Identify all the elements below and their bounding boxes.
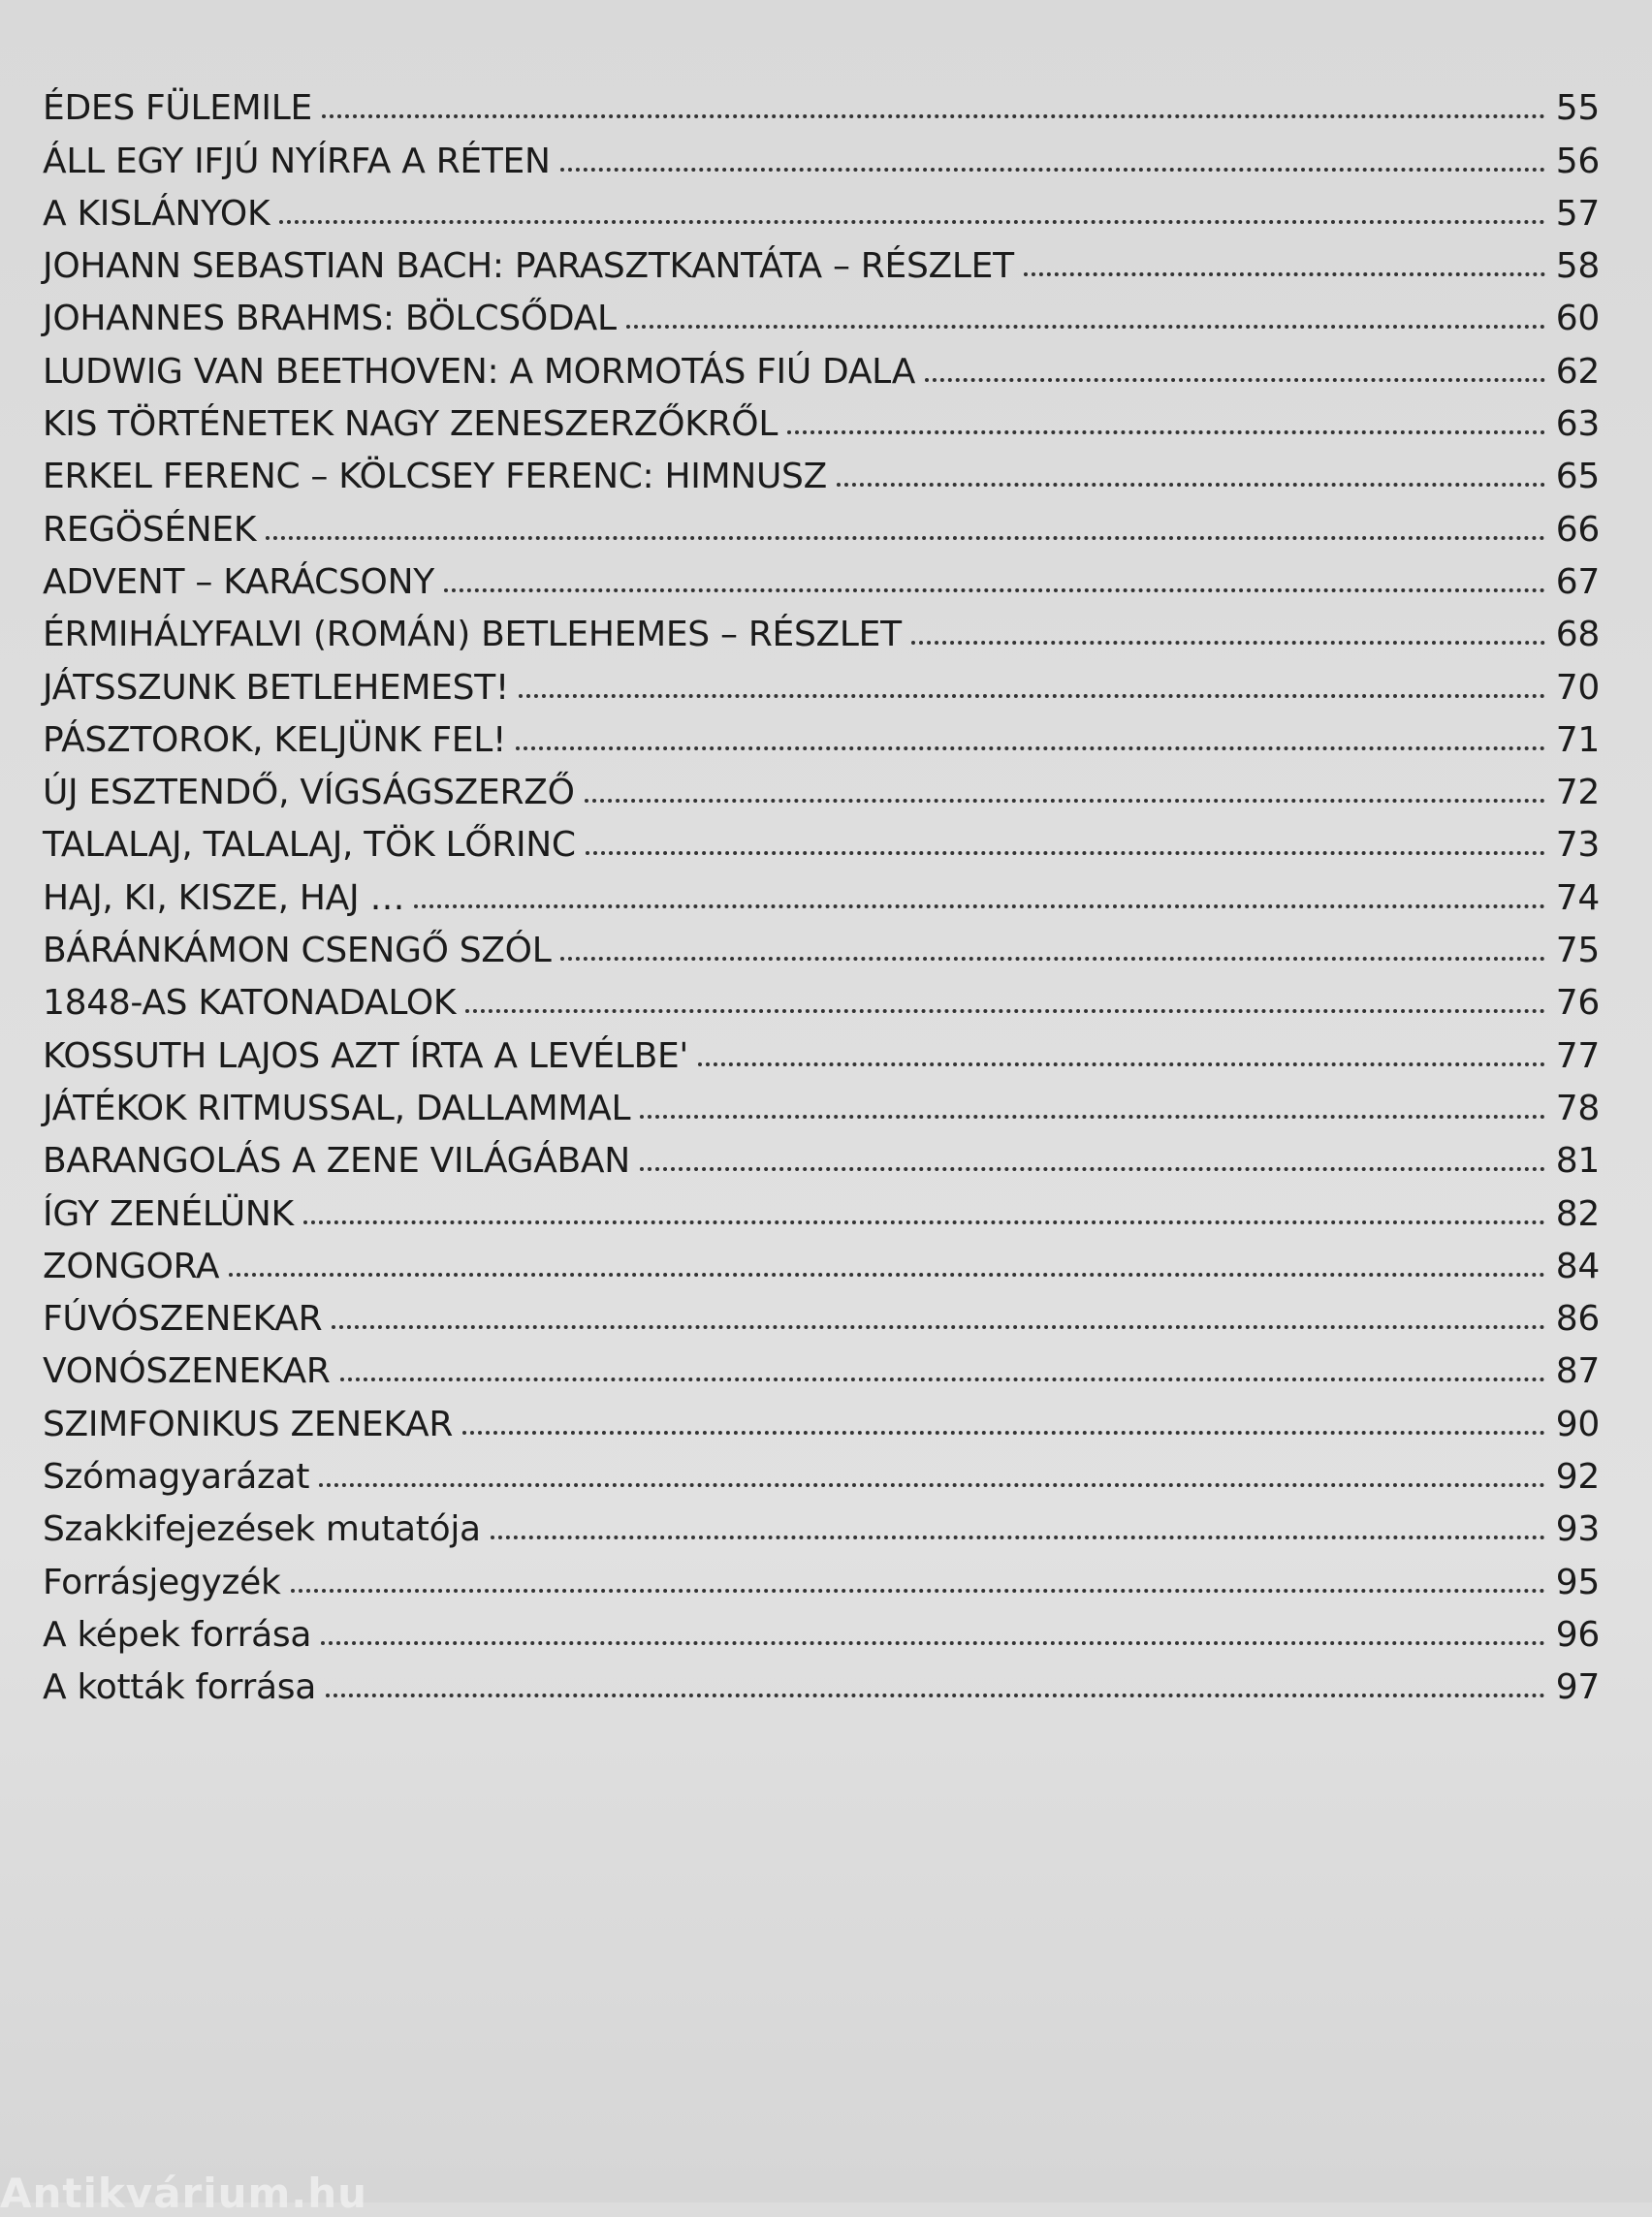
dot-leader xyxy=(560,168,1545,172)
dot-leader xyxy=(640,1167,1545,1171)
toc-entry-title: ÉDES FÜLEMILE xyxy=(43,88,312,129)
dot-leader xyxy=(911,641,1545,645)
toc-entry-page-number: 78 xyxy=(1555,1088,1600,1128)
toc-entry-title: Szómagyarázat xyxy=(43,1457,310,1498)
toc-entry-page-number: 70 xyxy=(1555,667,1600,708)
dot-leader xyxy=(519,694,1545,698)
toc-entry-page-number: 82 xyxy=(1555,1193,1600,1234)
toc-entry xyxy=(43,602,1600,654)
dot-leader xyxy=(444,588,1545,592)
toc-entry-page-number: 72 xyxy=(1555,773,1600,813)
dot-leader xyxy=(698,1062,1545,1066)
toc-entry-page-number: 55 xyxy=(1555,88,1600,129)
toc-entry xyxy=(43,1128,1600,1181)
toc-entry-page-number: 57 xyxy=(1555,193,1600,234)
toc-entry-title: BÁRÁNKÁMON CSENGŐ SZÓL xyxy=(43,931,552,971)
toc-entry xyxy=(43,1391,1600,1443)
toc-entry xyxy=(43,234,1600,286)
toc-entry-title: JÁTÉKOK RITMUSSAL, DALLAMMAL xyxy=(43,1088,631,1128)
toc-entry xyxy=(43,76,1600,128)
toc-entry xyxy=(43,1076,1600,1128)
toc-entry-page-number: 60 xyxy=(1555,299,1600,339)
toc-entry-title: ÉRMIHÁLYFALVI (ROMÁN) BETLEHEMES – RÉSZLET xyxy=(43,615,902,655)
toc-entry-title: ÁLL EGY IFJÚ NYÍRFA A RÉTEN xyxy=(43,141,551,181)
dot-leader xyxy=(340,1378,1545,1381)
toc-entry xyxy=(43,128,1600,180)
toc-entry xyxy=(43,654,1600,707)
dot-leader xyxy=(640,1115,1545,1119)
toc-entry xyxy=(43,338,1600,391)
toc-entry xyxy=(43,1181,1600,1233)
toc-entry-title: REGÖSÉNEK xyxy=(43,509,257,550)
dot-leader xyxy=(465,1009,1545,1013)
toc-entry-page-number: 95 xyxy=(1555,1562,1600,1602)
toc-entry xyxy=(43,1602,1600,1655)
dot-leader xyxy=(229,1273,1545,1277)
dot-leader xyxy=(1024,272,1545,276)
toc-entry-title: BARANGOLÁS A ZENE VILÁGÁBAN xyxy=(43,1141,630,1182)
dot-leader xyxy=(266,536,1545,540)
toc-entry-page-number: 65 xyxy=(1555,457,1600,497)
toc-entry-page-number: 81 xyxy=(1555,1141,1600,1182)
toc-entry-title: KIS TÖRTÉNETEK NAGY ZENESZERZŐKRŐL xyxy=(43,404,778,445)
toc-entry xyxy=(43,392,1600,444)
toc-entry-title: A képek forrása xyxy=(43,1614,312,1655)
toc-entry-page-number: 74 xyxy=(1555,877,1600,918)
toc-entry-page-number: 73 xyxy=(1555,825,1600,866)
toc-entry xyxy=(43,970,1600,1023)
toc-entry xyxy=(43,1549,1600,1601)
toc-entry-page-number: 77 xyxy=(1555,1035,1600,1076)
dot-leader xyxy=(787,430,1545,434)
dot-leader xyxy=(925,378,1545,382)
toc-entry-title: HAJ, KI, KISZE, HAJ … xyxy=(43,877,405,918)
toc-entry xyxy=(43,1286,1600,1339)
toc-entry xyxy=(43,812,1600,865)
toc-entry-title: LUDWIG VAN BEETHOVEN: A MORMOTÁS FIÚ DALA xyxy=(43,351,916,392)
dot-leader xyxy=(303,1220,1545,1224)
toc-entry-title: ADVENT – KARÁCSONY xyxy=(43,561,434,602)
dot-leader xyxy=(585,799,1545,803)
dot-leader xyxy=(332,1325,1545,1329)
toc-entry-page-number: 66 xyxy=(1555,509,1600,550)
dot-leader xyxy=(321,1641,1545,1645)
toc-entry-page-number: 76 xyxy=(1555,983,1600,1024)
toc-entry-page-number: 56 xyxy=(1555,141,1600,181)
toc-entry xyxy=(43,1023,1600,1075)
toc-entry-title: A KISLÁNYOK xyxy=(43,193,270,234)
toc-entry-page-number: 71 xyxy=(1555,719,1600,760)
toc-entry-page-number: 92 xyxy=(1555,1457,1600,1498)
dot-leader xyxy=(291,1589,1545,1593)
toc-entry-title: ZONGORA xyxy=(43,1246,220,1286)
toc-entry xyxy=(43,286,1600,338)
toc-entry xyxy=(43,496,1600,549)
dot-leader xyxy=(319,1483,1545,1487)
toc-entry-page-number: 87 xyxy=(1555,1351,1600,1392)
toc-entry-title: Szakkifejezések mutatója xyxy=(43,1509,481,1550)
toc-entry-title: SZIMFONIKUS ZENEKAR xyxy=(43,1404,454,1444)
toc-entry xyxy=(43,865,1600,917)
dot-leader xyxy=(516,746,1545,750)
toc-entry xyxy=(43,181,1600,234)
toc-entry xyxy=(43,550,1600,602)
watermark-logo: Antikvárium.hu xyxy=(0,2169,368,2217)
dot-leader xyxy=(560,957,1545,961)
toc-entry-title: ERKEL FERENC – KÖLCSEY FERENC: HIMNUSZ xyxy=(43,457,827,497)
toc-entry-page-number: 93 xyxy=(1555,1509,1600,1550)
toc-entry-title: JOHANNES BRAHMS: BÖLCSŐDAL xyxy=(43,299,617,339)
toc-entry xyxy=(43,918,1600,970)
dot-leader xyxy=(491,1536,1545,1539)
toc-entry-page-number: 68 xyxy=(1555,615,1600,655)
toc-entry-title: ÚJ ESZTENDŐ, VÍGSÁGSZERZŐ xyxy=(43,773,575,813)
toc-entry xyxy=(43,1444,1600,1497)
toc-entry-title: 1848-AS KATONADALOK xyxy=(43,983,457,1024)
toc-entry xyxy=(43,1234,1600,1286)
toc-entry-page-number: 84 xyxy=(1555,1246,1600,1286)
toc-entry xyxy=(43,760,1600,812)
toc-entry-page-number: 90 xyxy=(1555,1404,1600,1444)
table-of-contents xyxy=(43,76,1600,1707)
toc-entry xyxy=(43,444,1600,496)
toc-entry xyxy=(43,708,1600,760)
toc-entry-title: KOSSUTH LAJOS AZT ÍRTA A LEVÉLBE' xyxy=(43,1035,689,1076)
toc-entry xyxy=(43,1339,1600,1391)
toc-entry xyxy=(43,1497,1600,1549)
toc-entry-title: ÍGY ZENÉLÜNK xyxy=(43,1193,294,1234)
toc-entry-page-number: 97 xyxy=(1555,1667,1600,1708)
dot-leader xyxy=(322,114,1545,118)
dot-leader xyxy=(837,483,1545,487)
toc-entry-title: JOHANN SEBASTIAN BACH: PARASZTKANTÁTA – RÉSZLET xyxy=(43,246,1014,287)
dot-leader xyxy=(462,1431,1545,1435)
toc-entry-page-number: 63 xyxy=(1555,404,1600,445)
dot-leader xyxy=(586,851,1545,855)
toc-entry-title: TALALAJ, TALALAJ, TÖK LŐRINC xyxy=(43,825,576,866)
toc-entry-page-number: 62 xyxy=(1555,351,1600,392)
toc-entry-page-number: 96 xyxy=(1555,1614,1600,1655)
dot-leader xyxy=(279,220,1545,224)
toc-entry-page-number: 75 xyxy=(1555,931,1600,971)
toc-entry-title: JÁTSSZUNK BETLEHEMEST! xyxy=(43,667,510,708)
dot-leader xyxy=(326,1694,1545,1697)
toc-entry-title: VONÓSZENEKAR xyxy=(43,1351,331,1392)
toc-entry-title: FÚVÓSZENEKAR xyxy=(43,1299,323,1340)
toc-entry-page-number: 67 xyxy=(1555,561,1600,602)
toc-entry-page-number: 58 xyxy=(1555,246,1600,287)
toc-entry-title: Forrásjegyzék xyxy=(43,1562,281,1602)
toc-entry-title: A kották forrása xyxy=(43,1667,316,1708)
toc-entry-page-number: 86 xyxy=(1555,1299,1600,1340)
toc-entry-title: PÁSZTOROK, KELJÜNK FEL! xyxy=(43,719,507,760)
dot-leader xyxy=(626,325,1545,329)
toc-entry xyxy=(43,1655,1600,1707)
dot-leader xyxy=(414,904,1545,908)
